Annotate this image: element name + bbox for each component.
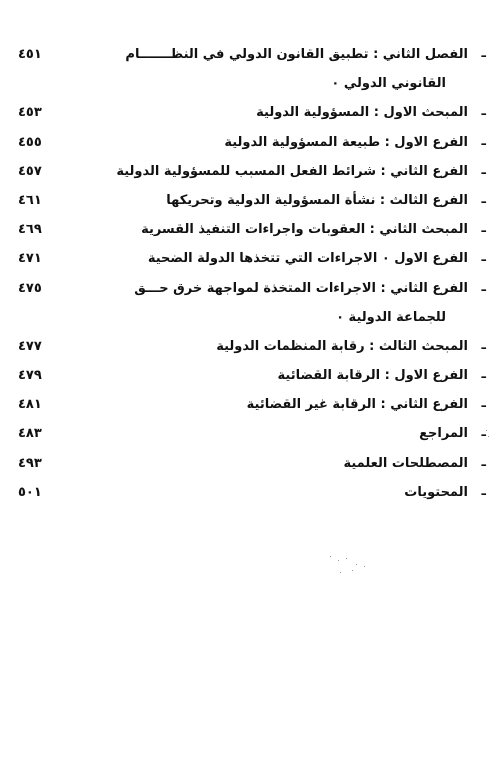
table-of-contents bbox=[18, 40, 486, 507]
entry-dash: ـ bbox=[481, 104, 486, 120]
entry-title: المبحث الثاني : العقوبات واجراءات التنفيذ القسرية bbox=[141, 222, 468, 238]
entry-page-number: ٤٥١ bbox=[18, 47, 42, 62]
entry-title: المبحث الثالث : رقابة المنظمات الدولية bbox=[216, 338, 468, 354]
toc-entry bbox=[18, 478, 486, 507]
entry-title: الفرع الثالث : نشأة المسؤولية الدولية وتحريكها bbox=[166, 192, 468, 208]
entry-page-number: ٤٧١ bbox=[18, 251, 42, 267]
entry-dash: ـ bbox=[481, 250, 486, 266]
scan-speck bbox=[346, 558, 347, 559]
entry-title: الفرع الثاني : الرقابة غير القضائية bbox=[246, 397, 468, 413]
toc-entry bbox=[18, 215, 486, 244]
toc-entry-continuation bbox=[18, 69, 486, 98]
toc-entry bbox=[18, 361, 486, 390]
entry-title: الفرع الاول : طبيعة المسؤولية الدولية bbox=[224, 134, 468, 150]
toc-entry bbox=[18, 186, 486, 215]
entry-title: المحتويات bbox=[404, 484, 468, 500]
entry-page-number: ٤٥٥ bbox=[18, 134, 42, 150]
toc-entry bbox=[18, 274, 486, 303]
scan-speck bbox=[340, 572, 341, 573]
entry-page-number: ٤٥٧ bbox=[18, 163, 42, 179]
entry-title: الفصل الثاني : تطبيق القانون الدولي في النظـــــــام bbox=[125, 47, 468, 62]
entry-title: المراجع bbox=[419, 426, 468, 442]
entry-page-number: ٤٧٥ bbox=[18, 280, 42, 296]
entry-dash: ـ bbox=[481, 162, 486, 178]
entry-page-number: ٤٧٧ bbox=[18, 338, 42, 354]
scan-speck bbox=[352, 570, 353, 571]
entry-dash: ـ bbox=[481, 396, 486, 412]
toc-entry bbox=[18, 128, 486, 157]
toc-entry bbox=[18, 98, 486, 127]
toc-entry bbox=[18, 390, 486, 419]
entry-title: الفرع الاول ٠ الاجراءات التي تتخذها الدولة الضحية bbox=[147, 251, 468, 267]
entry-title: المبحث الاول : المسؤولية الدولية bbox=[256, 105, 468, 121]
entry-title: الفرع الثاني : الاجراءات المتخذة لمواجهة خرق حـــق bbox=[134, 280, 468, 296]
entry-page-number: ٤٨١ bbox=[18, 397, 42, 413]
toc-entry bbox=[18, 244, 486, 273]
entry-dash: ـ bbox=[481, 367, 486, 383]
entry-dash: ـ bbox=[481, 454, 486, 470]
scan-speck bbox=[364, 566, 365, 567]
scan-speck bbox=[330, 556, 331, 557]
entry-dash: ـ bbox=[481, 337, 486, 353]
toc-entry bbox=[18, 449, 486, 478]
entry-dash: ـ bbox=[481, 279, 486, 295]
entry-dash: ـ bbox=[481, 133, 486, 149]
scan-speck bbox=[488, 436, 489, 437]
entry-title: الفرع الثاني : شرائط الفعل المسبب للمسؤولية الدولية bbox=[116, 163, 468, 179]
entry-page-number: ٤٧٩ bbox=[18, 368, 42, 384]
entry-title: الفرع الاول : الرقابة القضائية bbox=[277, 368, 468, 384]
entry-page-number: ٤٦١ bbox=[18, 192, 42, 208]
entry-dash: ـ bbox=[481, 221, 486, 237]
entry-page-number: ٤٩٣ bbox=[18, 455, 42, 471]
entry-page-number: ٥٠١ bbox=[18, 484, 42, 500]
entry-page-number: ٤٦٩ bbox=[18, 222, 42, 238]
entry-dash: ـ bbox=[481, 191, 486, 207]
toc-entry bbox=[18, 419, 486, 448]
entry-title: للجماعة الدولية ٠ bbox=[336, 309, 446, 325]
entry-title: القانوني الدولي ٠ bbox=[331, 76, 446, 92]
entry-title: المصطلحات العلمية bbox=[343, 455, 468, 471]
entry-dash: ـ bbox=[481, 46, 486, 61]
toc-entry bbox=[18, 157, 486, 186]
entry-page-number: ٤٥٣ bbox=[18, 105, 42, 121]
entry-page-number: ٤٨٣ bbox=[18, 426, 42, 442]
entry-dash: ـ bbox=[481, 483, 486, 499]
scan-speck bbox=[338, 560, 339, 561]
toc-entry bbox=[18, 40, 486, 69]
entry-dash: ـ bbox=[481, 425, 486, 441]
toc-entry-continuation bbox=[18, 303, 486, 332]
toc-entry bbox=[18, 332, 486, 361]
scan-speck bbox=[486, 430, 487, 431]
scan-speck bbox=[356, 564, 357, 565]
